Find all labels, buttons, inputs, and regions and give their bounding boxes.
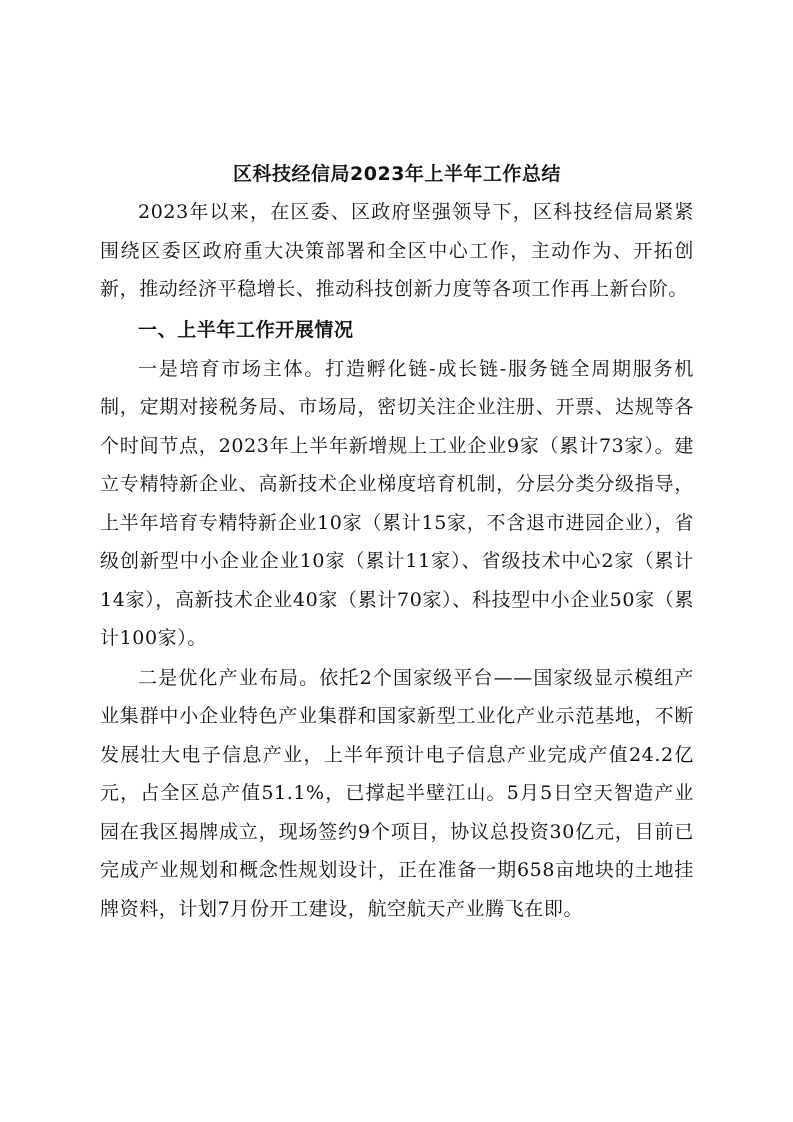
body-paragraph-2: 二是优化产业布局。依托2个国家级平台——国家级显示模组产业集群中小企业特色产业集群和国家新型工业化产业示范基地，不断发展壮大电子信息产业，上半年预计电子信息产业完成产值24.2亿元，占全区总产值51.1%，已撑起半壁江山。5月5日空天智造产业园在我区揭牌成立，现场签约9个项目，协议总投资30亿元，目前已完成产业规划和概念性规划设计，正在准备一期658亩地块的土地挂牌资料，计划7月份开工建设，航空航天产业腾飞在即。 — [100, 666, 694, 920]
section-heading-1: 一、上半年工作开展情况 — [138, 318, 354, 341]
body-paragraph-1: 一是培育市场主体。打造孵化链-成长链-服务链全周期服务机制，定期对接税务局、市场局，密切关注企业注册、开票、达规等各个时间节点，2023年上半年新增规上工业企业9家（累计73家）。建立专精特新企业、高新技术企业梯度培育机制，分层分类分级指导，上半年培育专精特新企业10家（累计15家，不含退市进园企业），省级创新型中小企业企业10家（累计11家）、省级技术中心2家（累计14家），高新技术企业40家（累计70家）、科技型中小企业50家（累计100家）。 — [100, 357, 694, 649]
document-body — [100, 155, 694, 929]
document-title: 区科技经信局2023年上半年工作总结 — [233, 163, 561, 185]
intro-paragraph: 2023年以来，在区委、区政府坚强领导下，区科技经信局紧紧围绕区委区政府重大决策部署和全区中心工作，主动作为、开拓创新，推动经济平稳增长、推动科技创新力度等各项工作再上新台阶。 — [100, 201, 694, 300]
